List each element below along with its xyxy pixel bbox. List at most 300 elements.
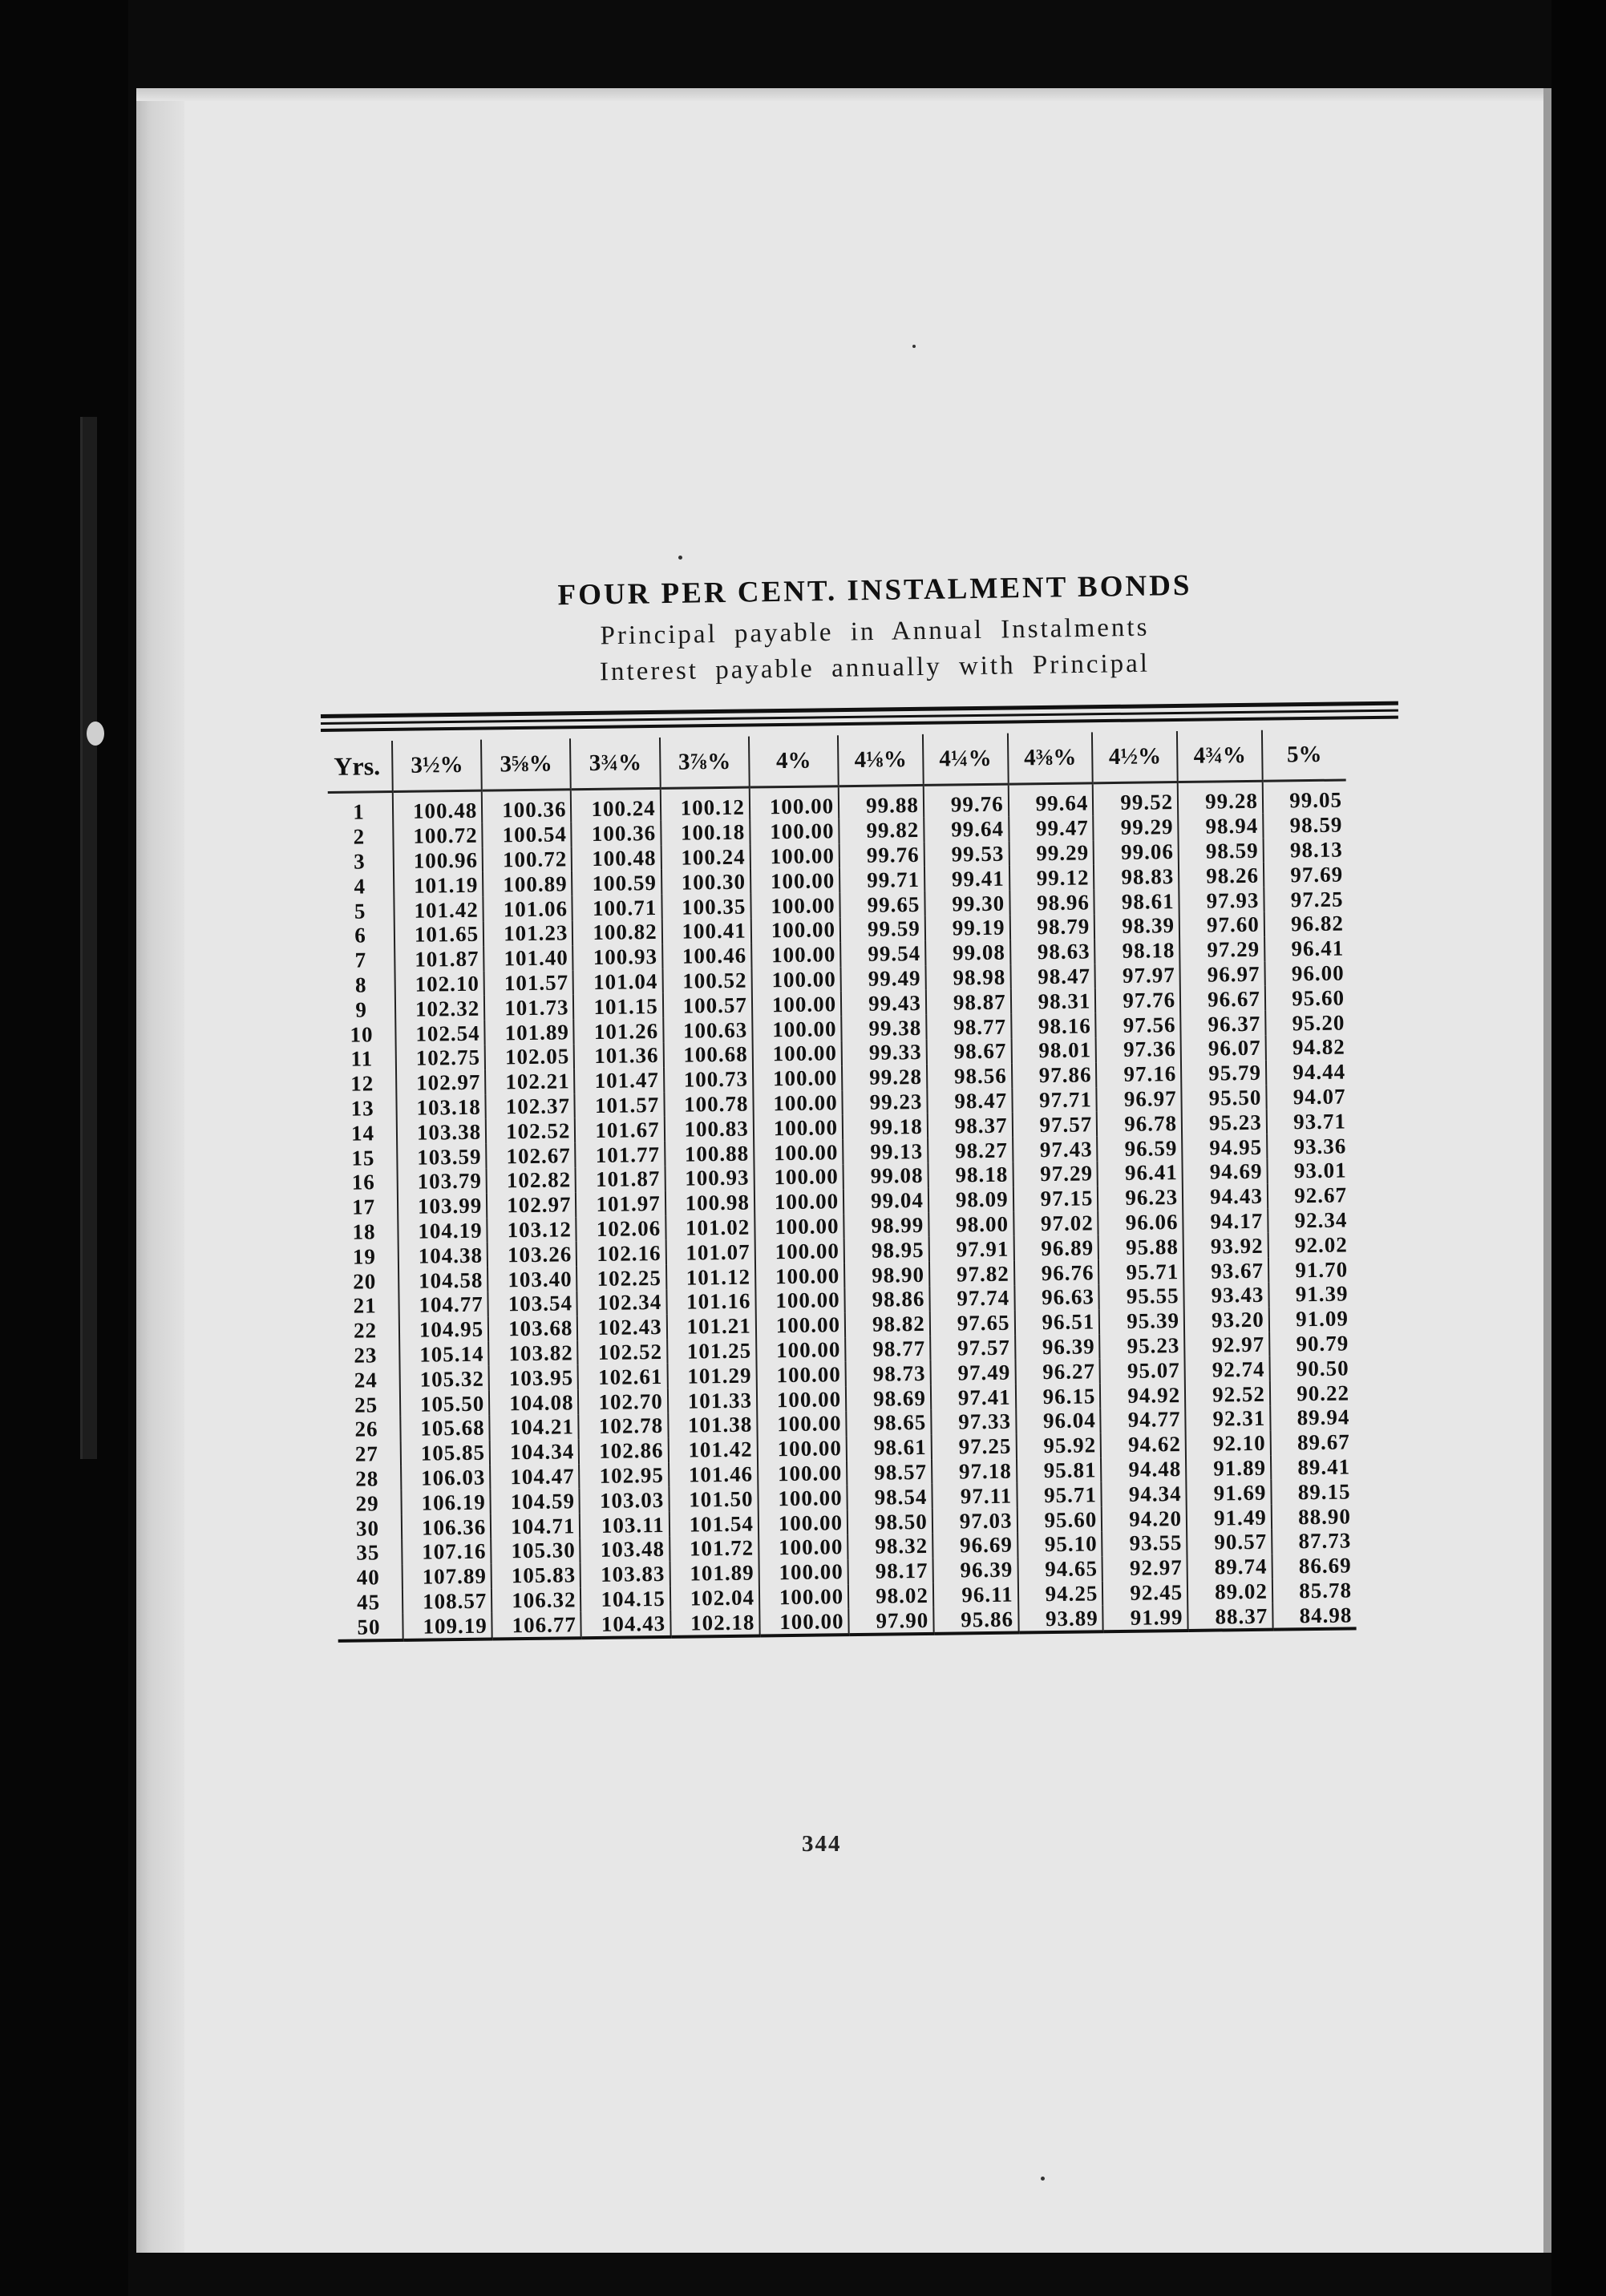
row-value-cell: 100.00 xyxy=(759,1510,848,1535)
row-value-cell: 100.00 xyxy=(756,1361,846,1387)
row-value-cell: 104.71 xyxy=(491,1513,581,1538)
row-value-cell: 89.74 xyxy=(1187,1554,1272,1579)
scan-border-right xyxy=(1551,0,1606,2296)
column-header-rate: 4⅜% xyxy=(1008,732,1094,784)
scan-border-left xyxy=(0,0,128,2296)
row-value-cell: 102.34 xyxy=(577,1290,667,1316)
row-value-cell: 102.16 xyxy=(576,1240,666,1266)
row-value-cell: 97.25 xyxy=(1264,887,1348,912)
row-value-cell: 100.83 xyxy=(664,1116,754,1142)
row-value-cell: 100.00 xyxy=(759,1534,848,1560)
row-value-cell: 108.57 xyxy=(403,1588,492,1614)
row-value-cell: 98.79 xyxy=(1009,914,1094,940)
row-value-cell: 105.30 xyxy=(491,1538,581,1563)
row-value-cell: 102.52 xyxy=(578,1339,668,1364)
row-value-cell: 97.90 xyxy=(848,1607,933,1635)
row-value-cell: 96.37 xyxy=(1180,1011,1265,1037)
row-value-cell: 94.77 xyxy=(1101,1407,1186,1433)
row-value-cell: 93.55 xyxy=(1102,1530,1187,1556)
row-value-cell: 101.25 xyxy=(667,1338,757,1364)
row-year-cell: 14 xyxy=(350,1121,375,1146)
row-value-cell: 98.57 xyxy=(847,1459,932,1485)
column-header-rate: 4¾% xyxy=(1177,730,1263,782)
row-value-cell: 93.92 xyxy=(1183,1233,1268,1259)
row-value-cell: 99.71 xyxy=(839,867,924,892)
row-value-cell: 102.25 xyxy=(576,1265,666,1291)
row-value-cell: 98.77 xyxy=(926,1014,1011,1040)
row-value-cell: 95.55 xyxy=(1099,1283,1184,1309)
row-value-cell: 100.24 xyxy=(571,788,661,822)
row-value-cell: 96.39 xyxy=(932,1557,1017,1583)
row-value-cell: 97.69 xyxy=(1264,862,1348,887)
row-value-cell: 100.88 xyxy=(665,1141,754,1166)
row-value-cell: 94.07 xyxy=(1266,1084,1350,1110)
paper-speck xyxy=(1041,2177,1045,2181)
row-value-cell: 97.82 xyxy=(929,1261,1014,1287)
row-year-cell: 28 xyxy=(355,1466,379,1491)
row-value-cell: 92.10 xyxy=(1186,1430,1271,1456)
row-value-cell: 90.22 xyxy=(1270,1380,1354,1406)
row-value-cell: 96.76 xyxy=(1014,1259,1099,1285)
row-value-cell: 93.43 xyxy=(1183,1283,1268,1308)
row-value-cell: 99.04 xyxy=(843,1188,928,1214)
row-value-cell: 105.32 xyxy=(400,1366,490,1392)
row-value-cell: 97.71 xyxy=(1012,1087,1097,1113)
row-value-cell: 100.98 xyxy=(665,1190,755,1215)
row-value-cell: 98.77 xyxy=(845,1336,930,1361)
row-value-cell: 96.15 xyxy=(1015,1383,1100,1409)
row-value-cell: 91.99 xyxy=(1103,1604,1188,1631)
row-value-cell: 103.40 xyxy=(487,1266,577,1292)
row-value-cell: 103.95 xyxy=(489,1365,579,1391)
page-gutter xyxy=(136,88,184,2253)
row-value-cell: 104.34 xyxy=(490,1439,580,1465)
row-value-cell: 101.40 xyxy=(483,945,573,971)
row-value-cell: 84.98 xyxy=(1272,1603,1357,1630)
row-value-cell: 101.16 xyxy=(666,1288,756,1314)
column-header-rate: 5% xyxy=(1262,729,1346,781)
row-value-cell: 103.59 xyxy=(397,1144,487,1170)
row-value-cell: 100.00 xyxy=(750,843,839,869)
row-value-cell: 94.25 xyxy=(1017,1581,1102,1607)
row-value-cell: 99.29 xyxy=(1094,815,1179,840)
row-value-cell: 107.16 xyxy=(402,1538,492,1564)
row-value-cell: 93.36 xyxy=(1267,1134,1351,1159)
row-value-cell: 102.97 xyxy=(487,1192,576,1218)
row-value-cell: 100.00 xyxy=(759,1559,848,1585)
row-value-cell: 103.68 xyxy=(488,1316,578,1341)
row-value-cell: 97.65 xyxy=(930,1310,1015,1336)
row-value-cell: 98.69 xyxy=(846,1385,931,1411)
row-value-cell: 91.39 xyxy=(1268,1281,1353,1307)
row-value-cell: 100.00 xyxy=(751,917,841,943)
row-value-cell: 98.82 xyxy=(845,1312,930,1337)
row-value-cell: 99.13 xyxy=(843,1138,928,1164)
row-value-cell: 96.39 xyxy=(1015,1334,1100,1360)
row-value-cell: 104.15 xyxy=(581,1586,670,1611)
row-value-cell: 101.89 xyxy=(484,1019,574,1045)
row-value-cell: 100.68 xyxy=(663,1042,753,1068)
row-value-cell: 92.45 xyxy=(1102,1579,1187,1605)
row-value-cell: 94.48 xyxy=(1101,1456,1186,1481)
row-value-cell: 98.61 xyxy=(1094,888,1179,914)
row-value-cell: 98.18 xyxy=(928,1162,1013,1188)
row-value-cell: 104.08 xyxy=(489,1389,579,1415)
row-year-cell: 11 xyxy=(350,1046,374,1072)
row-value-cell: 92.52 xyxy=(1185,1381,1270,1407)
row-year-cell: 22 xyxy=(353,1318,378,1343)
row-year-cell: 10 xyxy=(350,1021,374,1047)
row-value-cell: 98.86 xyxy=(844,1287,929,1312)
row-value-cell: 99.30 xyxy=(924,891,1009,916)
table-body xyxy=(328,780,1357,1641)
row-value-cell: 101.36 xyxy=(574,1043,664,1069)
row-value-cell: 95.10 xyxy=(1017,1531,1102,1557)
row-value-cell: 99.29 xyxy=(1009,840,1094,866)
row-value-cell: 98.26 xyxy=(1179,863,1264,888)
row-value-cell: 95.39 xyxy=(1099,1308,1184,1334)
row-value-cell: 103.48 xyxy=(581,1537,670,1562)
row-value-cell: 102.52 xyxy=(486,1118,576,1144)
row-value-cell: 98.16 xyxy=(1011,1013,1096,1038)
row-value-cell: 99.33 xyxy=(842,1040,927,1065)
row-value-cell: 97.16 xyxy=(1096,1061,1181,1087)
row-value-cell: 89.02 xyxy=(1187,1578,1272,1604)
row-value-cell: 96.06 xyxy=(1098,1210,1183,1235)
row-year-cell: 20 xyxy=(353,1268,377,1294)
row-value-cell: 100.00 xyxy=(759,1584,849,1610)
row-year-cell: 6 xyxy=(354,923,366,948)
row-value-cell: 101.87 xyxy=(394,946,484,972)
row-value-cell: 95.81 xyxy=(1017,1457,1102,1483)
row-value-cell: 93.67 xyxy=(1183,1258,1268,1283)
row-value-cell: 99.52 xyxy=(1093,782,1178,816)
row-value-cell: 104.59 xyxy=(491,1489,581,1514)
row-value-cell: 92.02 xyxy=(1268,1232,1352,1258)
row-value-cell: 96.11 xyxy=(933,1582,1018,1607)
row-value-cell: 100.59 xyxy=(572,870,661,895)
row-value-cell: 102.67 xyxy=(486,1142,576,1168)
row-year-cell: 9 xyxy=(355,997,368,1022)
column-header-rate: 3⅞% xyxy=(660,737,750,789)
row-value-cell: 96.82 xyxy=(1264,911,1349,936)
row-value-cell: 105.50 xyxy=(400,1391,490,1417)
row-value-cell: 91.49 xyxy=(1187,1505,1272,1530)
row-value-cell: 102.95 xyxy=(579,1462,669,1488)
row-value-cell: 103.82 xyxy=(488,1340,578,1366)
row-value-cell: 98.02 xyxy=(848,1583,933,1608)
row-value-cell: 95.79 xyxy=(1181,1060,1266,1085)
row-year-cell: 35 xyxy=(356,1540,380,1565)
row-value-cell: 100.00 xyxy=(754,1214,844,1239)
row-value-cell: 91.69 xyxy=(1186,1480,1271,1506)
row-value-cell: 105.68 xyxy=(400,1416,490,1441)
row-value-cell: 101.42 xyxy=(394,897,483,923)
row-year-cell: 1 xyxy=(353,799,366,825)
row-value-cell: 94.62 xyxy=(1101,1432,1186,1457)
row-value-cell: 100.00 xyxy=(750,819,839,844)
row-value-cell: 101.19 xyxy=(394,872,483,898)
row-value-cell: 103.54 xyxy=(488,1291,578,1316)
row-value-cell: 100.72 xyxy=(483,847,572,872)
document-subtitle: Principal payable in Annual Instalments xyxy=(600,612,1150,651)
row-value-cell: 102.18 xyxy=(670,1610,760,1637)
row-value-cell: 99.41 xyxy=(924,866,1009,891)
row-value-cell: 99.47 xyxy=(1009,815,1094,841)
row-value-cell: 98.73 xyxy=(846,1360,931,1386)
row-value-cell: 103.79 xyxy=(398,1169,487,1194)
row-value-cell: 88.90 xyxy=(1272,1504,1356,1530)
row-value-cell: 98.37 xyxy=(928,1113,1013,1138)
row-value-cell: 88.37 xyxy=(1187,1603,1272,1631)
row-value-cell: 104.95 xyxy=(399,1316,489,1342)
row-value-cell: 98.63 xyxy=(1010,939,1095,964)
row-value-cell: 91.89 xyxy=(1186,1455,1271,1481)
row-value-cell: 107.89 xyxy=(403,1563,492,1589)
row-value-cell: 98.47 xyxy=(927,1088,1012,1114)
row-value-cell: 90.79 xyxy=(1269,1331,1353,1356)
row-value-cell: 96.89 xyxy=(1013,1235,1098,1261)
row-value-cell: 98.31 xyxy=(1010,988,1095,1014)
row-value-cell: 95.88 xyxy=(1098,1234,1183,1259)
row-value-cell: 102.10 xyxy=(395,971,485,996)
row-value-cell: 101.57 xyxy=(484,970,574,996)
row-value-cell: 100.18 xyxy=(661,819,750,845)
row-value-cell: 98.54 xyxy=(847,1484,932,1510)
row-value-cell: 101.07 xyxy=(665,1239,755,1265)
row-value-cell: 100.00 xyxy=(753,1090,843,1116)
row-value-cell: 100.00 xyxy=(758,1436,847,1461)
row-value-cell: 94.65 xyxy=(1017,1556,1102,1582)
row-value-cell: 99.43 xyxy=(841,990,926,1016)
row-value-cell: 100.89 xyxy=(483,871,572,897)
row-value-cell: 100.41 xyxy=(661,919,751,944)
row-value-cell: 101.72 xyxy=(670,1535,759,1561)
row-value-cell: 98.13 xyxy=(1263,837,1347,863)
row-value-cell: 100.00 xyxy=(753,1065,843,1091)
row-value-cell: 96.69 xyxy=(932,1532,1017,1558)
row-value-cell: 100.48 xyxy=(572,846,661,871)
row-value-cell: 101.04 xyxy=(573,968,663,994)
row-value-cell: 100.93 xyxy=(665,1165,754,1190)
row-value-cell: 96.04 xyxy=(1016,1408,1101,1433)
row-value-cell: 100.24 xyxy=(661,844,750,870)
row-value-cell: 101.21 xyxy=(666,1313,756,1339)
row-year-cell: 7 xyxy=(354,948,367,972)
row-value-cell: 101.46 xyxy=(669,1461,759,1487)
row-value-cell: 97.97 xyxy=(1095,963,1180,988)
row-value-cell: 96.63 xyxy=(1014,1284,1099,1310)
row-value-cell: 97.11 xyxy=(932,1483,1017,1509)
row-value-cell: 101.42 xyxy=(668,1437,758,1462)
row-value-cell: 102.21 xyxy=(485,1069,575,1094)
row-value-cell: 96.59 xyxy=(1097,1135,1182,1161)
row-value-cell: 99.05 xyxy=(1263,780,1347,814)
row-value-cell: 100.00 xyxy=(756,1312,846,1338)
row-value-cell: 98.90 xyxy=(844,1262,929,1287)
row-value-cell: 94.44 xyxy=(1266,1059,1350,1085)
row-value-cell: 94.82 xyxy=(1265,1034,1349,1060)
row-year-cell: 25 xyxy=(354,1392,378,1417)
row-value-cell: 100.93 xyxy=(573,944,663,970)
row-value-cell: 103.99 xyxy=(398,1193,487,1219)
row-value-cell: 96.00 xyxy=(1264,960,1349,986)
row-value-cell: 104.21 xyxy=(490,1414,580,1440)
row-value-cell: 101.87 xyxy=(576,1166,665,1192)
row-value-cell: 89.67 xyxy=(1270,1429,1354,1455)
row-value-cell: 97.86 xyxy=(1012,1062,1097,1088)
row-value-cell: 97.02 xyxy=(1013,1211,1098,1236)
row-value-cell: 100.00 xyxy=(751,967,841,992)
row-value-cell: 98.98 xyxy=(925,964,1010,990)
row-value-cell: 96.41 xyxy=(1098,1160,1183,1186)
row-year-cell: 27 xyxy=(354,1441,379,1466)
row-value-cell: 98.17 xyxy=(848,1558,933,1584)
row-value-cell: 101.33 xyxy=(668,1388,758,1413)
page-content xyxy=(334,568,1384,1639)
row-value-cell: 101.65 xyxy=(394,922,484,948)
row-value-cell: 98.95 xyxy=(844,1237,929,1263)
row-value-cell: 99.82 xyxy=(839,818,924,843)
row-value-cell: 98.47 xyxy=(1010,964,1095,989)
row-value-cell: 101.26 xyxy=(574,1018,664,1044)
row-value-cell: 101.47 xyxy=(574,1068,664,1093)
row-value-cell: 98.61 xyxy=(847,1435,932,1461)
row-value-cell: 100.00 xyxy=(750,868,840,894)
row-year-cell: 23 xyxy=(354,1343,378,1368)
row-value-cell: 96.51 xyxy=(1014,1309,1099,1335)
row-value-cell: 99.38 xyxy=(841,1015,926,1041)
row-value-cell: 100.00 xyxy=(754,1189,844,1215)
page-right-edge xyxy=(1543,88,1551,2253)
row-value-cell: 101.15 xyxy=(573,993,663,1019)
row-value-cell: 101.12 xyxy=(666,1264,756,1290)
row-year-cell: 40 xyxy=(356,1565,380,1590)
row-value-cell: 101.02 xyxy=(665,1215,755,1240)
row-value-cell: 98.67 xyxy=(926,1039,1011,1065)
row-value-cell: 93.20 xyxy=(1184,1307,1269,1332)
row-value-cell: 96.97 xyxy=(1097,1086,1182,1112)
row-value-cell: 98.99 xyxy=(843,1212,928,1238)
row-value-cell: 97.18 xyxy=(932,1458,1017,1484)
row-value-cell: 106.77 xyxy=(492,1612,582,1639)
row-value-cell: 98.18 xyxy=(1094,938,1179,964)
row-year-cell: 26 xyxy=(354,1417,378,1441)
row-value-cell: 101.67 xyxy=(575,1117,665,1142)
row-value-cell: 102.05 xyxy=(485,1044,575,1069)
row-value-cell: 100.00 xyxy=(752,1041,842,1066)
row-year-cell: 5 xyxy=(354,899,366,924)
row-value-cell: 85.78 xyxy=(1272,1578,1357,1603)
row-value-cell: 96.97 xyxy=(1180,961,1265,987)
row-value-cell: 97.74 xyxy=(929,1286,1014,1312)
row-value-cell: 99.23 xyxy=(842,1089,927,1114)
row-value-cell: 100.73 xyxy=(664,1066,754,1092)
row-value-cell: 96.67 xyxy=(1180,986,1265,1012)
row-value-cell: 103.83 xyxy=(581,1562,670,1587)
bond-value-table xyxy=(327,729,1357,1643)
row-value-cell: 101.57 xyxy=(575,1092,665,1118)
row-value-cell: 101.29 xyxy=(667,1363,757,1389)
row-value-cell: 99.88 xyxy=(839,785,924,819)
row-value-cell: 99.18 xyxy=(843,1114,928,1139)
row-value-cell: 91.09 xyxy=(1269,1306,1353,1332)
row-value-cell: 89.94 xyxy=(1270,1405,1354,1430)
row-value-cell: 92.74 xyxy=(1185,1356,1270,1382)
column-header-rate: 3¾% xyxy=(570,738,660,790)
column-header-rate: 4% xyxy=(749,735,839,787)
row-value-cell: 100.00 xyxy=(759,1608,849,1635)
row-value-cell: 105.14 xyxy=(399,1341,489,1367)
row-value-cell: 99.19 xyxy=(925,916,1010,941)
row-value-cell: 100.54 xyxy=(482,822,572,847)
column-header-rate: 3½% xyxy=(392,740,482,792)
row-value-cell: 104.58 xyxy=(398,1267,488,1293)
row-value-cell: 104.47 xyxy=(490,1464,580,1490)
row-value-cell: 91.70 xyxy=(1268,1257,1353,1283)
row-value-cell: 102.97 xyxy=(396,1069,486,1095)
row-value-cell: 95.23 xyxy=(1182,1110,1267,1135)
row-value-cell: 98.50 xyxy=(847,1509,932,1534)
row-value-cell: 96.78 xyxy=(1097,1110,1182,1136)
row-value-cell: 99.76 xyxy=(839,843,924,868)
row-value-cell: 95.07 xyxy=(1100,1357,1185,1383)
row-value-cell: 100.71 xyxy=(572,895,662,920)
row-value-cell: 102.78 xyxy=(579,1413,669,1439)
row-value-cell: 89.41 xyxy=(1271,1454,1355,1480)
row-value-cell: 101.06 xyxy=(483,895,573,921)
row-value-cell: 98.59 xyxy=(1179,838,1264,863)
row-value-cell: 102.61 xyxy=(578,1364,668,1389)
row-value-cell: 102.32 xyxy=(395,996,485,1021)
row-value-cell: 92.97 xyxy=(1102,1555,1187,1581)
row-value-cell: 99.28 xyxy=(842,1065,927,1090)
row-value-cell: 97.33 xyxy=(931,1409,1016,1434)
row-value-cell: 97.56 xyxy=(1096,1012,1181,1037)
row-value-cell: 92.67 xyxy=(1268,1182,1352,1208)
row-value-cell: 97.36 xyxy=(1096,1037,1181,1062)
row-value-cell: 95.20 xyxy=(1265,1010,1349,1036)
row-year-cell: 21 xyxy=(353,1293,377,1318)
row-year-cell: 19 xyxy=(352,1244,377,1269)
row-value-cell: 102.75 xyxy=(396,1045,486,1071)
row-value-cell: 95.71 xyxy=(1017,1482,1102,1508)
row-value-cell: 92.97 xyxy=(1184,1332,1269,1357)
row-value-cell: 98.09 xyxy=(928,1186,1013,1212)
row-value-cell: 100.82 xyxy=(572,920,662,945)
row-value-cell: 98.59 xyxy=(1263,812,1347,838)
paper-speck xyxy=(678,556,682,560)
row-value-cell: 106.36 xyxy=(402,1514,492,1540)
row-value-cell: 106.19 xyxy=(401,1490,491,1515)
row-year-cell: 13 xyxy=(350,1096,374,1121)
row-value-cell: 100.35 xyxy=(661,894,751,920)
row-value-cell: 100.00 xyxy=(755,1287,845,1313)
row-value-cell: 98.01 xyxy=(1011,1037,1096,1063)
row-value-cell: 104.19 xyxy=(398,1218,487,1243)
row-value-cell: 99.06 xyxy=(1094,839,1179,865)
row-value-cell: 94.43 xyxy=(1183,1183,1268,1209)
row-value-cell: 86.69 xyxy=(1272,1553,1356,1578)
row-value-cell: 97.57 xyxy=(1012,1112,1097,1138)
row-value-cell: 97.60 xyxy=(1179,912,1264,938)
row-value-cell: 95.50 xyxy=(1181,1085,1266,1110)
row-value-cell: 99.59 xyxy=(840,916,925,942)
paper-speck xyxy=(912,345,916,348)
row-value-cell: 92.34 xyxy=(1268,1207,1352,1233)
document-subtitle-secondary: Interest payable annually with Principal xyxy=(599,649,1151,687)
row-value-cell: 100.00 xyxy=(752,992,842,1017)
